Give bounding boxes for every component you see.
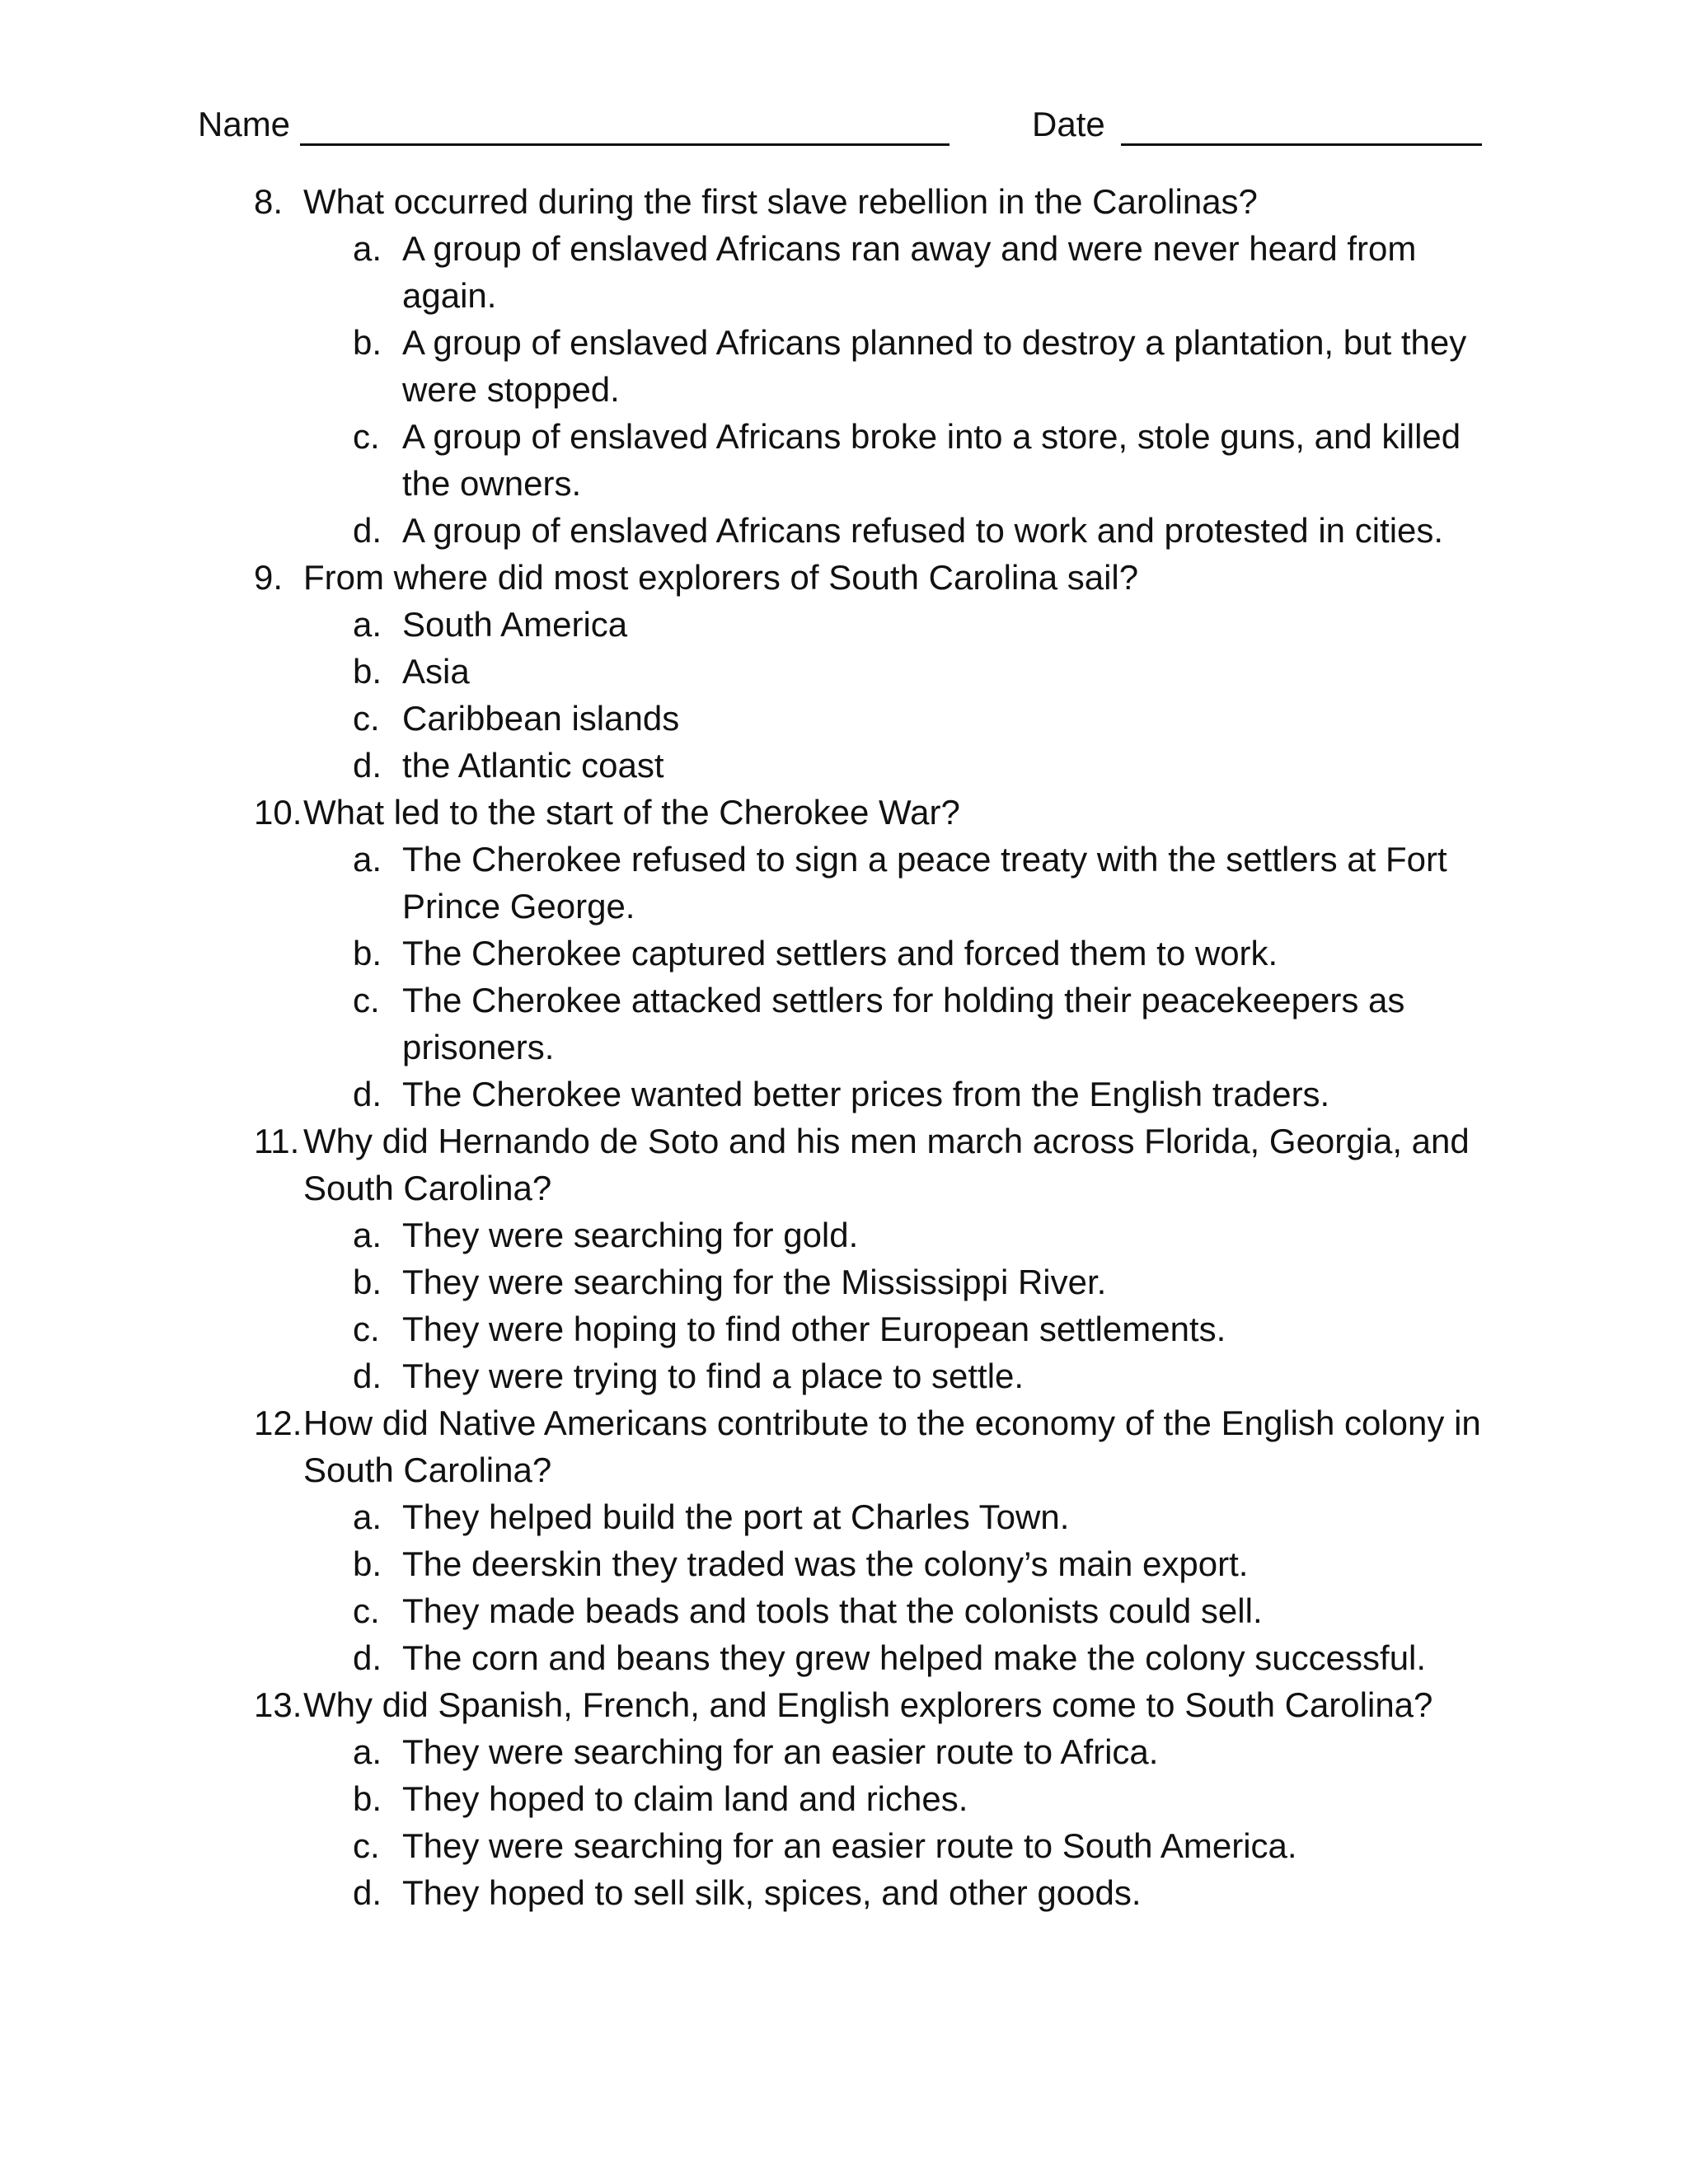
- answer-option: [0, 1587, 1490, 1634]
- question-text: Why did Spanish, French, and English explorers come to South Carolina?: [303, 1685, 1433, 1724]
- option-letter: d.: [353, 1873, 382, 1912]
- option-text: They were searching for the Mississippi River.: [402, 1263, 1107, 1301]
- answer-option: [0, 1305, 1490, 1352]
- option-text: They made beads and tools that the colonists could sell.: [402, 1591, 1263, 1630]
- option-text: A group of enslaved Africans broke into a store, stole guns, and killed the owners.: [402, 417, 1461, 503]
- answer-option: [0, 413, 1490, 507]
- answer-option: [0, 1258, 1490, 1305]
- option-text: Caribbean islands: [402, 699, 680, 738]
- option-letter: c.: [353, 1826, 380, 1865]
- name-date-header: [198, 99, 1484, 150]
- option-text: A group of enslaved Africans planned to destroy a plantation, but they were stopped.: [402, 323, 1467, 409]
- answer-option: [0, 1352, 1490, 1399]
- answer-option: [0, 1869, 1490, 1916]
- question-10: [0, 789, 1490, 836]
- question-number: 9.: [254, 558, 284, 597]
- option-letter: a.: [353, 1216, 382, 1254]
- name-blank-line[interactable]: [300, 143, 950, 146]
- answer-option: [0, 507, 1490, 554]
- option-letter: c.: [353, 1310, 380, 1348]
- answer-option: [0, 1071, 1490, 1118]
- question-11: [0, 1118, 1490, 1212]
- question-number: 13.: [254, 1685, 302, 1724]
- option-letter: b.: [353, 1779, 382, 1818]
- option-letter: d.: [353, 1638, 382, 1677]
- option-letter: c.: [353, 981, 380, 1019]
- question-13: [0, 1681, 1490, 1728]
- answer-option: [0, 1493, 1490, 1540]
- answer-option: [0, 1822, 1490, 1869]
- option-text: They were searching for an easier route to Africa.: [402, 1732, 1159, 1771]
- question-text: Why did Hernando de Soto and his men march across Florida, Georgia, and South Carolina?: [303, 1122, 1470, 1207]
- answer-option: [0, 930, 1490, 977]
- option-letter: c.: [353, 699, 380, 738]
- answer-option: [0, 648, 1490, 695]
- answer-option: [0, 1212, 1490, 1258]
- option-text: They hoped to sell silk, spices, and other goods.: [402, 1873, 1142, 1912]
- option-letter: c.: [353, 1591, 380, 1630]
- answer-option: [0, 1540, 1490, 1587]
- option-text: They were searching for gold.: [402, 1216, 859, 1254]
- answer-option: [0, 695, 1490, 742]
- answer-option: [0, 1775, 1490, 1822]
- option-text: They helped build the port at Charles Town.: [402, 1497, 1070, 1536]
- option-letter: b.: [353, 1544, 382, 1583]
- question-9: [0, 554, 1490, 601]
- option-text: They were trying to find a place to settle.: [402, 1357, 1025, 1395]
- option-letter: d.: [353, 1075, 382, 1113]
- question-list: [0, 178, 1688, 1916]
- option-text: A group of enslaved Africans refused to work and protested in cities.: [402, 511, 1444, 550]
- option-text: the Atlantic coast: [402, 746, 664, 785]
- option-letter: b.: [353, 652, 382, 691]
- option-letter: b.: [353, 934, 382, 972]
- option-text: The corn and beans they grew helped make the colony successful.: [402, 1638, 1427, 1677]
- option-text: They were searching for an easier route to South America.: [402, 1826, 1297, 1865]
- option-letter: a.: [353, 229, 382, 268]
- option-letter: a.: [353, 1497, 382, 1536]
- question-number: 12.: [254, 1404, 302, 1442]
- question-text: What occurred during the first slave rebellion in the Carolinas?: [303, 182, 1258, 221]
- option-letter: d.: [353, 1357, 382, 1395]
- option-text: A group of enslaved Africans ran away and were never heard from again.: [402, 229, 1417, 315]
- question-text: What led to the start of the Cherokee War?: [303, 793, 960, 832]
- option-text: The Cherokee captured settlers and forced them to work.: [402, 934, 1278, 972]
- option-letter: b.: [353, 323, 382, 362]
- option-text: The Cherokee wanted better prices from the English traders.: [402, 1075, 1330, 1113]
- answer-option: [0, 742, 1490, 789]
- answer-option: [0, 225, 1490, 319]
- question-text: How did Native Americans contribute to the economy of the English colony in South Carolina?: [303, 1404, 1481, 1489]
- name-label: Name: [198, 105, 291, 143]
- option-letter: d.: [353, 746, 382, 785]
- option-text: The deerskin they traded was the colony’s main export.: [402, 1544, 1249, 1583]
- answer-option: [0, 1634, 1490, 1681]
- question-text: From where did most explorers of South Carolina sail?: [303, 558, 1139, 597]
- question-number: 11.: [254, 1122, 300, 1160]
- option-text: They were hoping to find other European settlements.: [402, 1310, 1226, 1348]
- option-letter: a.: [353, 605, 382, 644]
- question-number: 8.: [254, 182, 284, 221]
- answer-option: [0, 977, 1490, 1071]
- option-letter: d.: [353, 511, 382, 550]
- option-text: The Cherokee refused to sign a peace treaty with the settlers at Fort Prince George.: [402, 840, 1447, 926]
- date-blank-line[interactable]: [1121, 143, 1482, 146]
- option-letter: c.: [353, 417, 380, 456]
- date-label: Date: [1032, 105, 1105, 143]
- question-number: 10.: [254, 793, 302, 832]
- option-text: They hoped to claim land and riches.: [402, 1779, 968, 1818]
- answer-option: [0, 601, 1490, 648]
- option-letter: a.: [353, 1732, 382, 1771]
- question-12: [0, 1399, 1490, 1493]
- option-letter: b.: [353, 1263, 382, 1301]
- question-8: [0, 178, 1490, 225]
- option-text: The Cherokee attacked settlers for holding their peacekeepers as prisoners.: [402, 981, 1405, 1066]
- option-text: South America: [402, 605, 628, 644]
- option-text: Asia: [402, 652, 470, 691]
- answer-option: [0, 836, 1490, 930]
- option-letter: a.: [353, 840, 382, 879]
- answer-option: [0, 1728, 1490, 1775]
- answer-option: [0, 319, 1490, 413]
